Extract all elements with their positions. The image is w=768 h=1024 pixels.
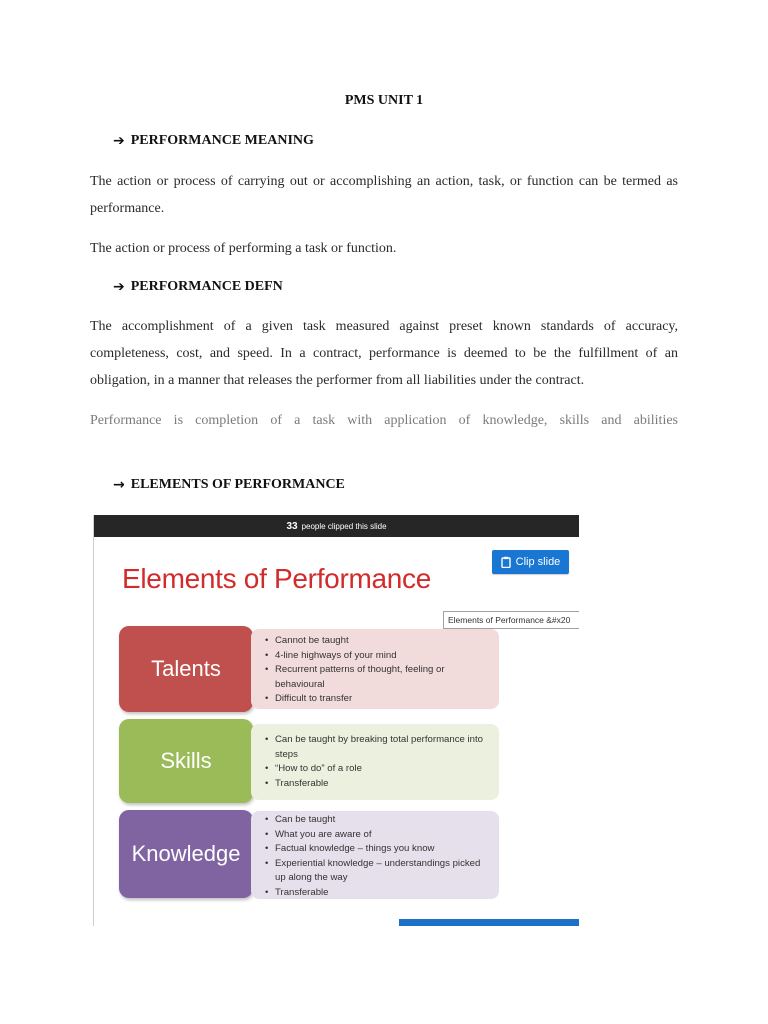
list-item: • Transferable [275,886,491,901]
clip-bar-text: people clipped this slide [301,521,387,531]
meaning-paragraph-1: The action or process of carrying out or accomplishing an action, task, or function can be termed as performance. [90,174,678,216]
clipboard-icon [501,556,511,568]
page-title: PMS UNIT 1 [344,93,424,108]
defn-paragraph-1: The accomplishment of a given task measured against preset known standards of accuracy, completeness, cost, and speed. In a contract, performance is deemed to be the fulfillment of an obligation, in a manner that releases the performer from all liabilities under the contract. [90,319,678,388]
list-item: • “How to do” of a role [275,762,491,777]
slide-title: Elements of Performance [122,563,432,594]
section-heading-defn [113,279,283,295]
list-item: • What you are aware of [275,828,491,843]
clip-slide-label: Clip slide [515,556,561,568]
section-heading-elements [113,477,345,493]
list-item: • Cannot be taught [275,634,491,649]
arrow-right-icon: ➔ [113,133,125,149]
list-item: • Factual knowledge – things you know [275,842,491,857]
element-list-talents [251,629,499,709]
list-item: • Difficult to transfer [275,692,491,707]
slide-bottom-bar [399,919,579,926]
slide-embed [93,515,579,926]
element-list-knowledge [251,811,499,899]
element-box-skills: Skills [119,719,253,803]
list-item: • Can be taught [275,813,491,828]
element-box-knowledge: Knowledge [119,810,253,898]
element-list-skills [251,724,499,800]
arrow-right-icon: → [113,477,125,493]
meaning-paragraph-2: The action or process of performing a task or function. [90,241,397,256]
list-item: • Experiential knowledge – understandings picked up along the way [275,857,491,886]
element-box-talents: Talents [119,626,253,712]
image-tooltip: Elements of Performance &#x20 [443,611,579,629]
clip-count: 33 [286,520,298,532]
list-item: • Can be taught by breaking total performance into steps [275,733,491,762]
section-heading-label: PERFORMANCE MEANING [130,133,314,148]
defn-paragraph-2: Performance is completion of a task with application of knowledge, skills and abilities [90,413,678,428]
section-heading-label: ELEMENTS OF PERFORMANCE [130,477,345,492]
list-item: • Transferable [275,777,491,792]
list-item: • 4-line highways of your mind [275,649,491,664]
list-item: • Recurrent patterns of thought, feeling or behavioural [275,663,491,692]
section-heading-meaning [113,133,314,149]
slide-clip-bar [94,515,579,537]
section-heading-label: PERFORMANCE DEFN [130,279,283,294]
clip-slide-button[interactable] [492,550,569,574]
arrow-right-icon: ➔ [113,279,125,295]
